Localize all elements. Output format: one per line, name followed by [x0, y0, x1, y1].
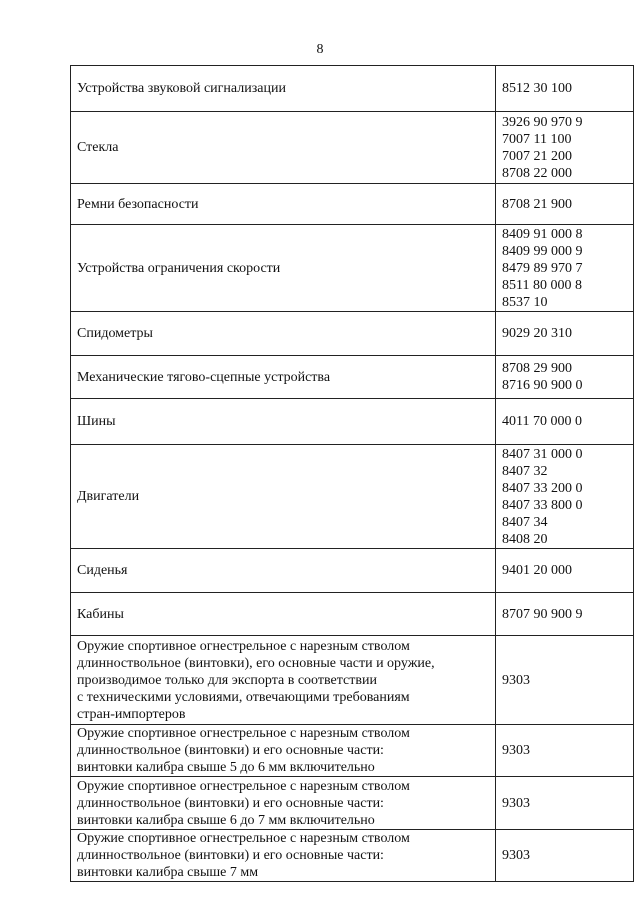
product-name-cell	[71, 399, 496, 445]
customs-code: 8408 20	[502, 531, 548, 547]
customs-code-cell	[496, 184, 634, 225]
customs-code: 8409 91 000 8	[502, 226, 583, 242]
customs-code: 8716 90 900 0	[502, 378, 583, 393]
product-name-line: с техническими условиями, отвечающими требованиям	[77, 689, 410, 705]
table-row	[71, 549, 634, 593]
customs-code: 8708 21 900	[502, 196, 572, 212]
customs-code: 8407 33 800 0	[502, 497, 583, 513]
product-name-line: Механические тягово-сцепные устройства	[77, 369, 331, 385]
product-name-cell	[71, 777, 496, 830]
product-name-line: производимое только для экспорта в соответствии	[77, 672, 377, 688]
table-row	[71, 725, 634, 777]
customs-code: 9303	[502, 672, 530, 688]
customs-code: 7007 21 200	[502, 148, 572, 164]
product-name-cell	[71, 66, 496, 112]
product-name-line: длинноствольное (винтовки), его основные части и оружие,	[77, 655, 435, 671]
customs-code-cell	[496, 636, 634, 725]
customs-code-cell	[496, 225, 634, 312]
product-name-line: Спидометры	[77, 326, 153, 341]
product-codes-table	[70, 65, 634, 882]
customs-code: 9303	[502, 743, 530, 758]
product-name-line: Оружие спортивное огнестрельное с нарезным стволом	[77, 638, 410, 654]
product-name-line: Оружие спортивное огнестрельное с нарезным стволом	[77, 726, 410, 741]
customs-code: 8409 99 000 9	[502, 243, 583, 259]
customs-code-cell	[496, 112, 634, 184]
product-name-cell	[71, 225, 496, 312]
product-name-line: Стекла	[77, 140, 119, 155]
table-row	[71, 777, 634, 830]
table-row	[71, 636, 634, 725]
customs-code-cell	[496, 777, 634, 830]
product-name-cell	[71, 549, 496, 593]
product-name-cell	[71, 830, 496, 882]
table-body	[71, 66, 634, 882]
product-name-line: длинноствольное (винтовки) и его основные части:	[77, 795, 384, 811]
table-row	[71, 184, 634, 225]
customs-code-cell	[496, 549, 634, 593]
customs-code: 9029 20 310	[502, 326, 572, 341]
product-name-line: винтовки калибра свыше 7 мм	[77, 865, 259, 880]
customs-code: 8407 33 200 0	[502, 480, 583, 496]
customs-code: 8708 29 900	[502, 361, 572, 376]
product-name-line: Устройства ограничения скорости	[77, 260, 281, 276]
product-name-cell	[71, 112, 496, 184]
product-name-cell	[71, 593, 496, 636]
customs-code-cell	[496, 593, 634, 636]
table-row	[71, 225, 634, 312]
product-name-cell	[71, 312, 496, 356]
product-name-line: Оружие спортивное огнестрельное с нарезным стволом	[77, 831, 410, 846]
table-row	[71, 356, 634, 399]
customs-code-cell	[496, 830, 634, 882]
product-name-line: Устройства звуковой сигнализации	[77, 81, 286, 96]
table-row	[71, 112, 634, 184]
product-name-line: длинноствольное (винтовки) и его основные части:	[77, 743, 384, 758]
customs-code-cell	[496, 66, 634, 112]
product-name-cell	[71, 725, 496, 777]
table-row	[71, 445, 634, 549]
product-name-cell	[71, 445, 496, 549]
customs-code: 9303	[502, 848, 530, 863]
customs-code-cell	[496, 725, 634, 777]
product-name-line: Шины	[77, 414, 116, 429]
customs-code: 3926 90 970 9	[502, 114, 583, 130]
product-name-line: Кабины	[77, 606, 124, 622]
table-row	[71, 830, 634, 882]
customs-code: 8537 10	[502, 294, 548, 310]
product-name-line: Двигатели	[77, 489, 140, 504]
customs-code-cell	[496, 312, 634, 356]
customs-code: 4011 70 000 0	[502, 414, 582, 429]
customs-code-cell	[496, 399, 634, 445]
customs-code: 8511 80 000 8	[502, 277, 582, 293]
customs-code: 8707 90 900 9	[502, 606, 583, 622]
customs-code: 8407 34	[502, 514, 548, 530]
table-row	[71, 66, 634, 112]
product-name-line: длинноствольное (винтовки) и его основные части:	[77, 848, 384, 863]
product-name-line: стран-импортеров	[77, 706, 186, 722]
customs-code: 8708 22 000	[502, 165, 572, 181]
product-name-line: Ремни безопасности	[77, 196, 199, 212]
customs-code-cell	[496, 445, 634, 549]
customs-code-cell	[496, 356, 634, 399]
product-name-line: Оружие спортивное огнестрельное с нарезным стволом	[77, 778, 410, 794]
product-name-cell	[71, 356, 496, 399]
customs-code: 7007 11 100	[502, 131, 572, 147]
page-number: 8	[316, 42, 324, 57]
customs-code: 8407 31 000 0	[502, 446, 583, 462]
customs-code: 8479 89 970 7	[502, 260, 583, 276]
product-name-line: винтовки калибра свыше 6 до 7 мм включительно	[77, 812, 375, 828]
product-name-cell	[71, 184, 496, 225]
table-row	[71, 312, 634, 356]
table-row	[71, 593, 634, 636]
customs-code: 8407 32	[502, 463, 548, 479]
customs-code: 8512 30 100	[502, 81, 572, 96]
table-row	[71, 399, 634, 445]
product-name-line: винтовки калибра свыше 5 до 6 мм включительно	[77, 760, 375, 775]
customs-code: 9401 20 000	[502, 563, 572, 578]
product-name-cell	[71, 636, 496, 725]
customs-code: 9303	[502, 795, 530, 811]
product-name-line: Сиденья	[77, 563, 128, 578]
